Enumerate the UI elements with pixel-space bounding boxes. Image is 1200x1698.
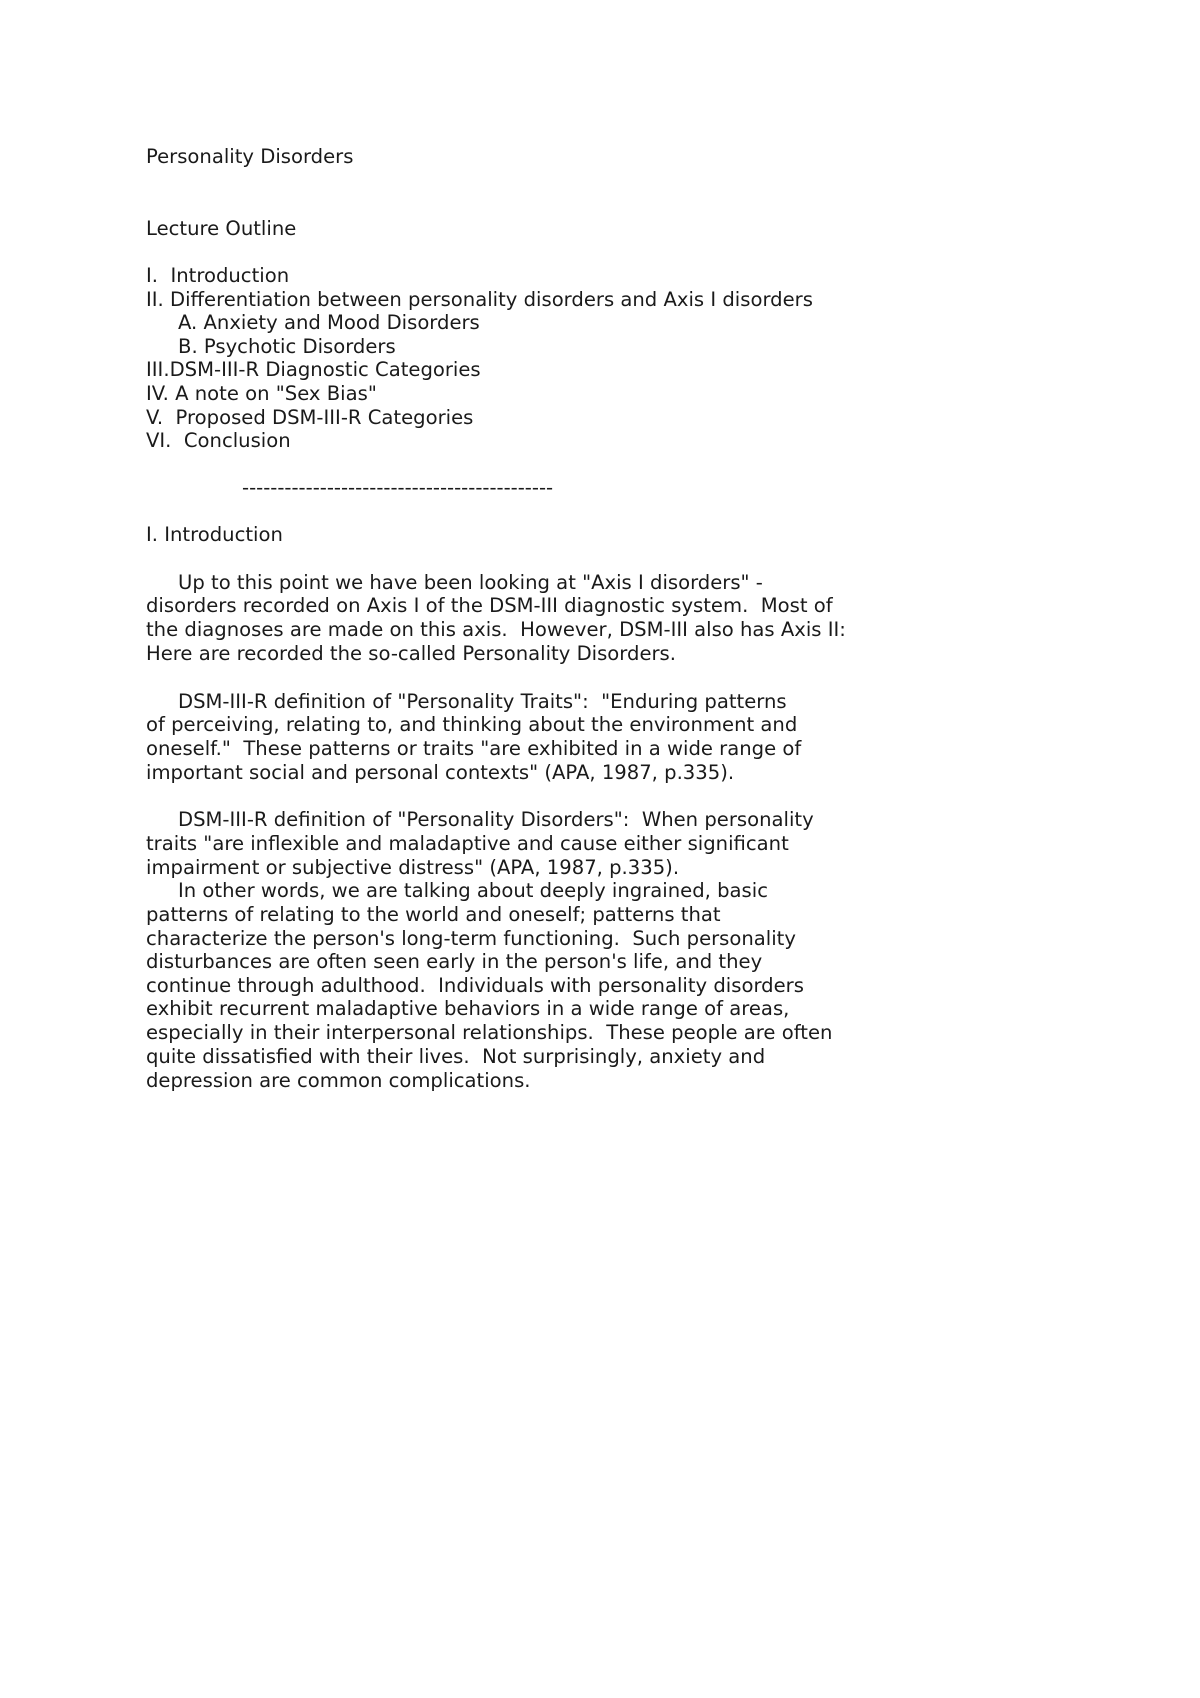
outline-item: III.DSM-III-R Diagnostic Categories <box>146 358 481 381</box>
section-heading: I. Introduction <box>146 523 283 546</box>
paragraph-line: depression are common complications. <box>146 1069 531 1092</box>
paragraph-line: impairment or subjective distress" (APA, 1987, p.335). <box>146 856 680 879</box>
document-page <box>146 0 1146 1698</box>
paragraph-line: especially in their interpersonal relationships. These people are often <box>146 1021 833 1044</box>
paragraph-line: oneself." These patterns or traits "are exhibited in a wide range of <box>146 737 802 760</box>
outline-item: VI. Conclusion <box>146 429 291 452</box>
outline-item: II. Differentiation between personality disorders and Axis I disorders <box>146 288 813 311</box>
paragraph-line: the diagnoses are made on this axis. However, DSM-III also has Axis II: <box>146 618 846 641</box>
document-title: Personality Disorders <box>146 145 354 168</box>
paragraph-line: quite dissatisfied with their lives. Not surprisingly, anxiety and <box>146 1045 766 1068</box>
paragraph-line: Here are recorded the so-called Personality Disorders. <box>146 642 676 665</box>
outline-item: IV. A note on "Sex Bias" <box>146 382 377 405</box>
paragraph-line: continue through adulthood. Individuals with personality disorders <box>146 974 804 997</box>
paragraph-line: characterize the person's long-term functioning. Such personality <box>146 927 796 950</box>
paragraph-line: DSM-III-R definition of "Personality Disorders": When personality <box>178 808 814 831</box>
paragraph-line: DSM-III-R definition of "Personality Traits": "Enduring patterns <box>178 690 787 713</box>
paragraph-line: important social and personal contexts" (APA, 1987, p.335). <box>146 761 735 784</box>
outline-subitem: A. Anxiety and Mood Disorders <box>178 311 480 334</box>
section-divider: -------------------------------------------- <box>242 476 554 499</box>
outline-item: V. Proposed DSM-III-R Categories <box>146 406 474 429</box>
paragraph-line: of perceiving, relating to, and thinking about the environment and <box>146 713 798 736</box>
paragraph-line: traits "are inflexible and maladaptive and cause either significant <box>146 832 789 855</box>
outline-subitem: B. Psychotic Disorders <box>178 335 396 358</box>
paragraph-line: In other words, we are talking about deeply ingrained, basic <box>178 879 768 902</box>
paragraph-line: Up to this point we have been looking at "Axis I disorders" - <box>178 571 763 594</box>
paragraph-line: disorders recorded on Axis I of the DSM-III diagnostic system. Most of <box>146 594 833 617</box>
outline-item: I. Introduction <box>146 264 290 287</box>
paragraph-line: patterns of relating to the world and oneself; patterns that <box>146 903 721 926</box>
outline-heading: Lecture Outline <box>146 217 297 240</box>
paragraph-line: exhibit recurrent maladaptive behaviors in a wide range of areas, <box>146 997 790 1020</box>
paragraph-line: disturbances are often seen early in the person's life, and they <box>146 950 763 973</box>
